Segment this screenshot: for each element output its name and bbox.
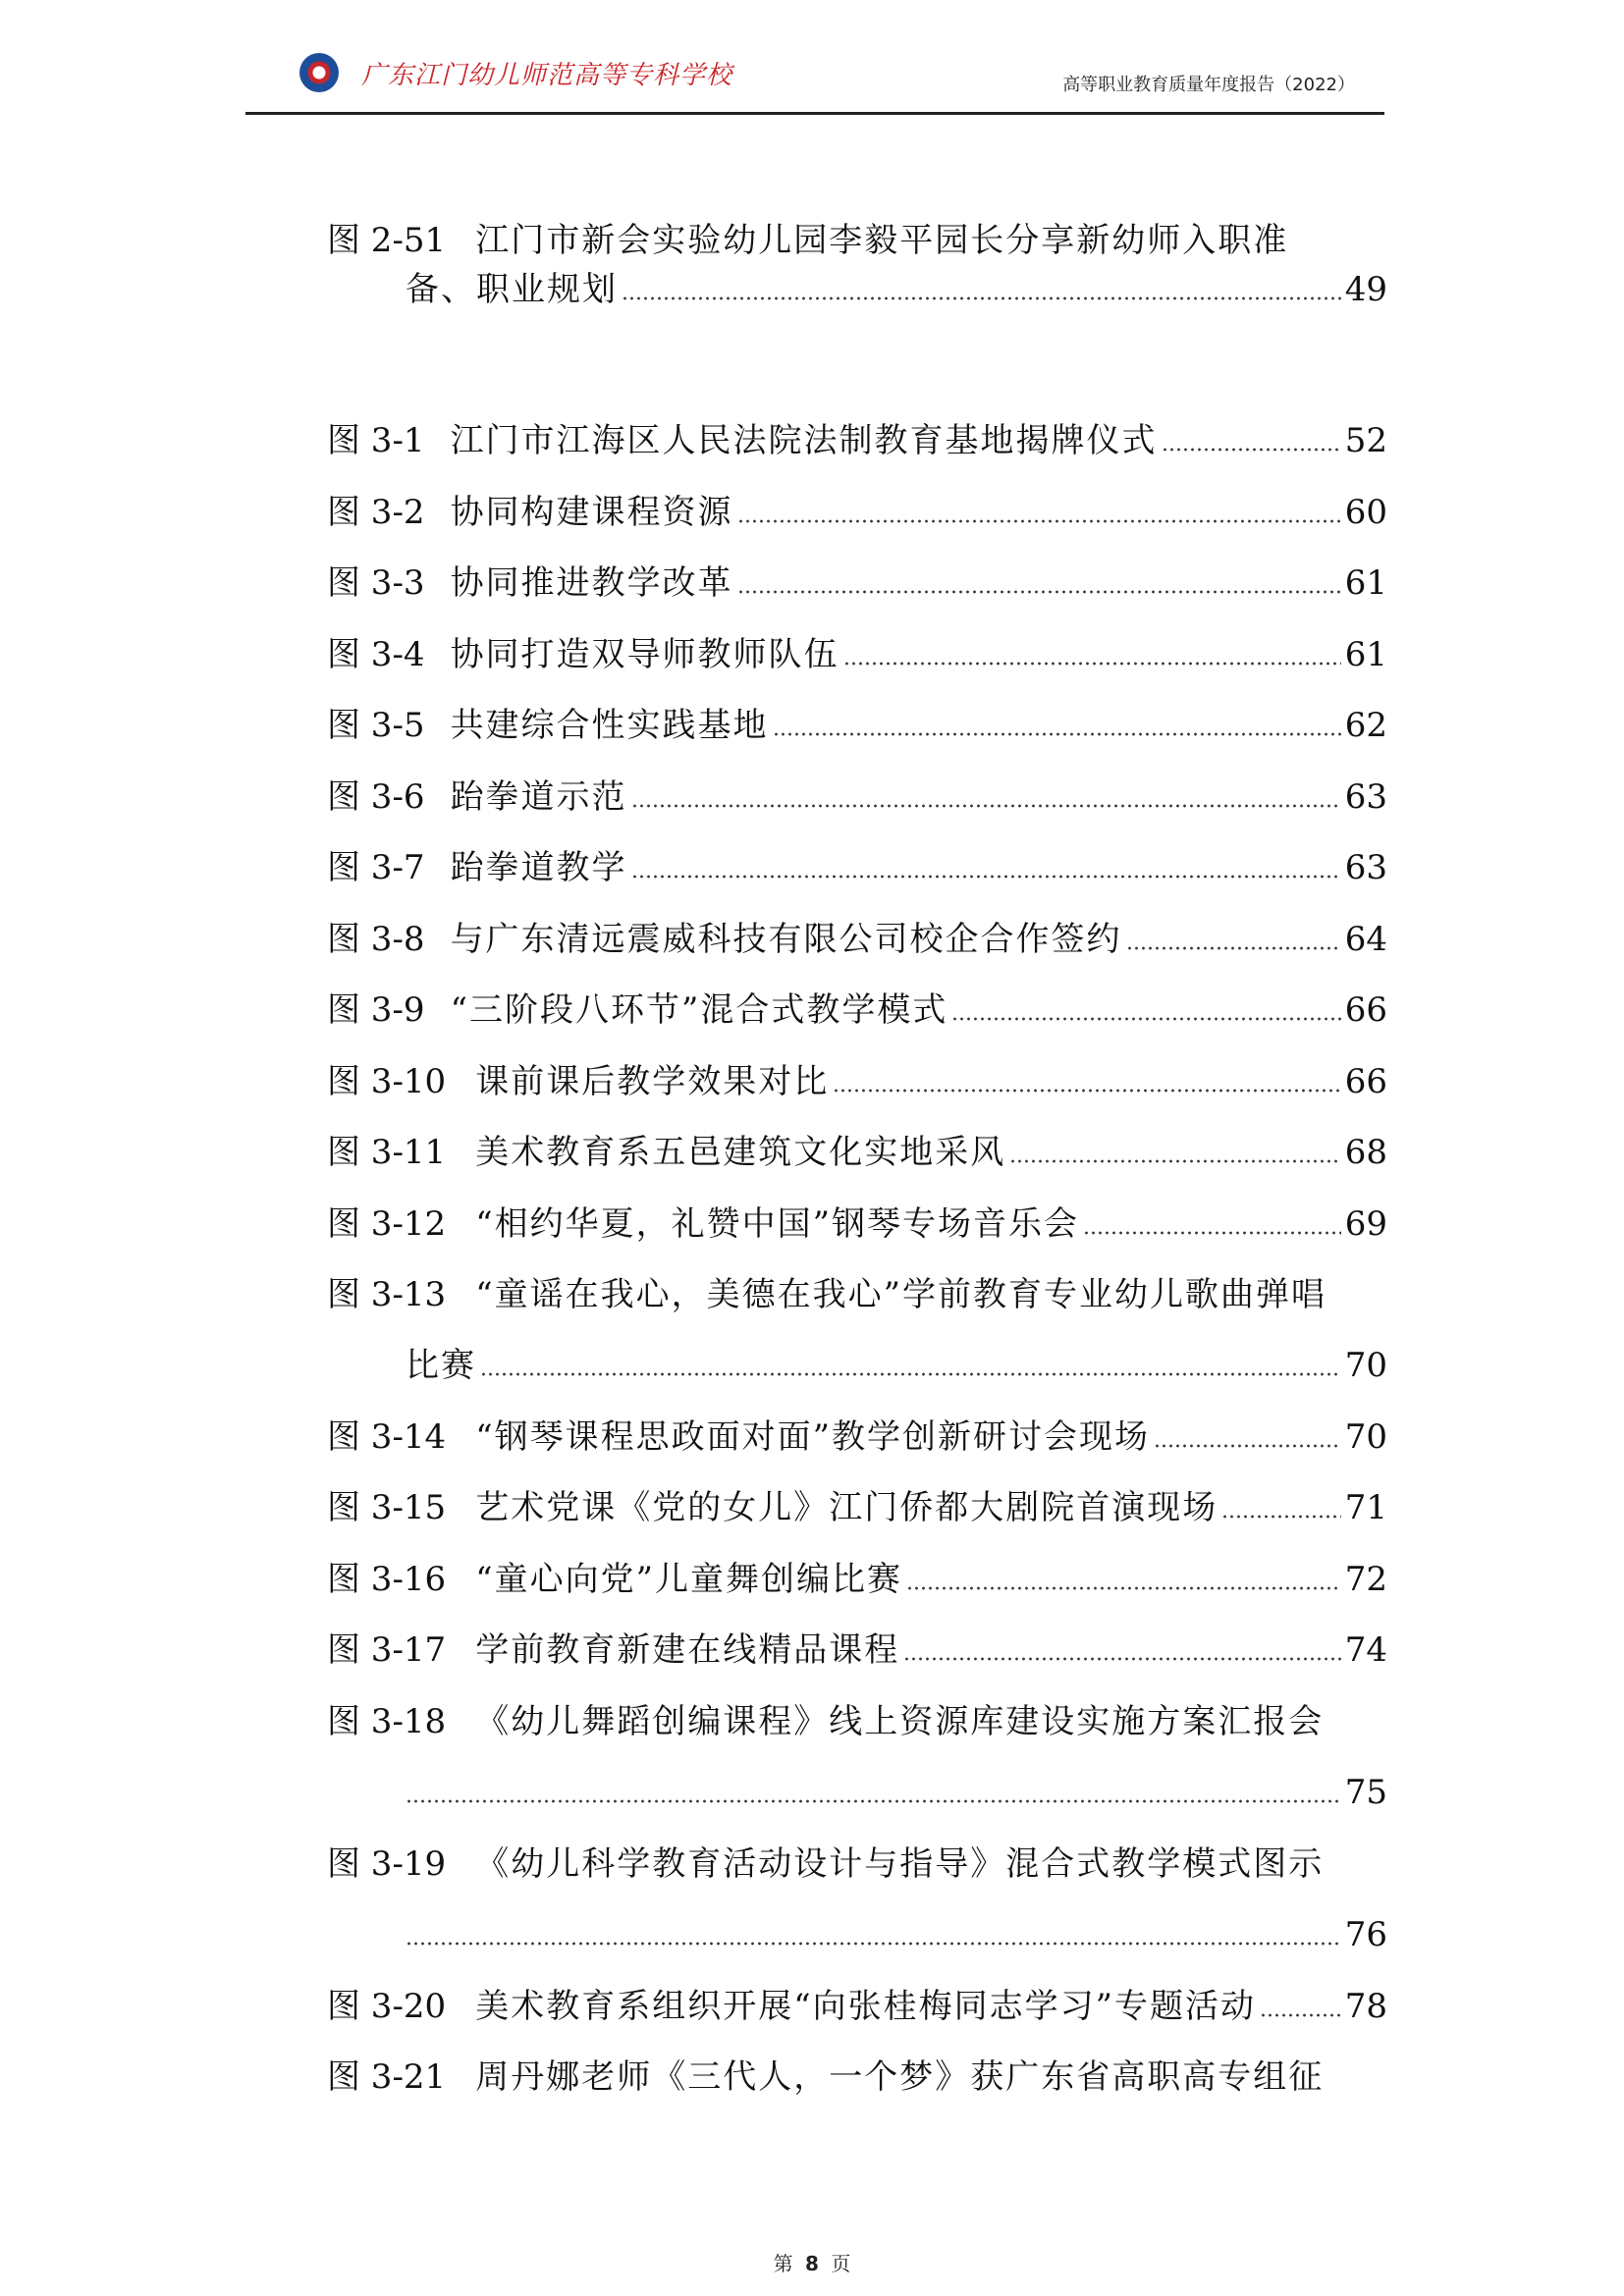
figure-number: 图 3-20: [327, 1987, 447, 2026]
toc-entry[interactable]: [327, 488, 1387, 537]
figure-number: 图 3-7: [327, 848, 425, 887]
toc-entry[interactable]: [327, 915, 1387, 964]
page-label-suffix: 页: [831, 2252, 851, 2275]
toc-entry[interactable]: [327, 416, 1387, 465]
figure-title: 学前教育新建在线精品课程: [475, 1630, 900, 1670]
page-footer: [0, 2248, 1624, 2276]
page-number: 49: [1344, 270, 1387, 309]
page-number: 66: [1344, 990, 1387, 1030]
toc-entry[interactable]: [327, 1483, 1387, 1532]
figure-number: 图 3-3: [327, 563, 425, 603]
figure-number: 图 3-12: [327, 1204, 447, 1244]
figure-title: 课前课后教学效果对比: [475, 1062, 830, 1101]
toc-entry[interactable]: [327, 1840, 1387, 1959]
page-number: 66: [1344, 1062, 1387, 1101]
page-number: 63: [1344, 777, 1387, 817]
figure-number: 图 3-14: [327, 1417, 447, 1457]
school-name: 广东江门幼儿师范高等专科学校: [361, 61, 733, 90]
figure-number: 图 3-17: [327, 1630, 447, 1670]
figure-title: “钢琴课程思政面对面”教学创新研讨会现场: [475, 1417, 1150, 1457]
leader-dots: [480, 1372, 1341, 1376]
leader-dots: [737, 590, 1341, 594]
toc-entry[interactable]: [327, 773, 1387, 822]
figure-number: 图 3-18: [327, 1702, 447, 1741]
leader-dots: [631, 804, 1341, 808]
figure-title: 协同打造双导师教师队伍: [450, 635, 839, 674]
page-number: 69: [1344, 1204, 1387, 1244]
page-number: 63: [1344, 848, 1387, 887]
toc-entry[interactable]: [327, 986, 1387, 1035]
toc-entry[interactable]: [327, 843, 1387, 892]
page-number: 52: [1344, 421, 1387, 460]
figure-number: 图 3-19: [327, 1844, 447, 1884]
leader-dots: [903, 1657, 1341, 1661]
leader-dots: [737, 519, 1341, 523]
leader-dots: [406, 1799, 1341, 1803]
figure-title: 美术教育系五邑建筑文化实地采风: [475, 1133, 1006, 1172]
toc-entry[interactable]: [327, 1200, 1387, 1249]
leader-dots: [1126, 946, 1341, 950]
figure-number: 图 3-16: [327, 1560, 447, 1599]
figure-number: 图 3-10: [327, 1062, 447, 1101]
figure-title: 周丹娜老师《三代人，一个梦》获广东省高职高专组征: [475, 2057, 1325, 2097]
figure-title: “相约华夏，礼赞中国”钢琴专场音乐会: [475, 1204, 1079, 1244]
toc-entry[interactable]: [327, 1555, 1387, 1604]
report-title: 高等职业教育质量年度报告（2022）: [1062, 75, 1355, 95]
figure-title: 协同推进教学改革: [450, 563, 733, 603]
figure-title: 《幼儿舞蹈创编课程》线上资源库建设实施方案汇报会: [475, 1702, 1325, 1741]
toc-entry[interactable]: [327, 1270, 1387, 1390]
figure-title: 协同构建课程资源: [450, 493, 733, 532]
figure-number: 图 3-6: [327, 777, 425, 817]
figure-number: 图 3-15: [327, 1488, 447, 1527]
leader-dots: [1221, 1515, 1341, 1519]
leader-dots: [906, 1586, 1341, 1590]
figure-title: 艺术党课《党的女儿》江门侨都大剧院首演现场: [475, 1488, 1218, 1527]
leader-dots: [631, 875, 1341, 879]
figure-number: 图 3-11: [327, 1133, 447, 1172]
figure-number: 图 3-13: [327, 1275, 447, 1314]
figure-title: 江门市新会实验幼儿园李毅平园长分享新幼师入职准: [475, 221, 1289, 260]
leader-dots: [1154, 1444, 1341, 1448]
leader-dots: [773, 732, 1341, 736]
leader-dots: [833, 1089, 1341, 1093]
page-number: 62: [1344, 706, 1387, 745]
figure-title-continued: 比赛: [406, 1346, 476, 1385]
leader-dots: [622, 296, 1341, 300]
figure-title: “童谣在我心，美德在我心”学前教育专业幼儿歌曲弹唱: [475, 1275, 1326, 1314]
toc-entry[interactable]: [327, 1128, 1387, 1177]
toc-entry[interactable]: [327, 1626, 1387, 1675]
toc-entry[interactable]: [327, 1697, 1387, 1817]
figure-title-continued: 备、职业规划: [406, 270, 618, 309]
figure-number: 图 3-21: [327, 2057, 447, 2097]
toc-entry[interactable]: [327, 701, 1387, 750]
figure-title: 江门市江海区人民法院法制教育基地揭牌仪式: [450, 421, 1158, 460]
figure-number: 图 3-1: [327, 421, 425, 460]
leader-dots: [843, 662, 1341, 666]
toc-entry[interactable]: [327, 216, 1387, 314]
toc-entry[interactable]: [327, 1413, 1387, 1462]
toc-entry[interactable]: [327, 1982, 1387, 2031]
leader-dots: [1009, 1159, 1341, 1163]
leader-dots: [406, 1942, 1341, 1946]
page-number: 72: [1344, 1560, 1387, 1599]
figure-number: 图 3-2: [327, 493, 425, 532]
page-label-prefix: 第: [773, 2252, 793, 2275]
page-number: 68: [1344, 1133, 1387, 1172]
page-number: 76: [1344, 1915, 1387, 1954]
page-number: 70: [1344, 1417, 1387, 1457]
figure-title: 与广东清远震威科技有限公司校企合作签约: [450, 920, 1122, 959]
figure-title: 《幼儿科学教育活动设计与指导》混合式教学模式图示: [475, 1844, 1325, 1884]
leader-dots: [1083, 1231, 1341, 1235]
toc-entry[interactable]: [327, 559, 1387, 608]
leader-dots: [1162, 448, 1341, 452]
toc-entry[interactable]: [327, 2053, 1387, 2102]
figure-title: “童心向党”儿童舞创编比赛: [475, 1560, 902, 1599]
page-number-footer: 8: [805, 2252, 819, 2275]
figure-number: 图 2-51: [327, 221, 447, 260]
figure-title: 跆拳道示范: [450, 777, 627, 817]
page-number: 75: [1344, 1773, 1387, 1812]
toc-entry[interactable]: [327, 630, 1387, 679]
figure-title: 跆拳道教学: [450, 848, 627, 887]
figure-number: 图 3-5: [327, 706, 425, 745]
page-number: 60: [1344, 493, 1387, 532]
figure-number: 图 3-9: [327, 990, 425, 1030]
figure-title: “三阶段八环节”混合式教学模式: [450, 990, 948, 1030]
page-number: 78: [1344, 1987, 1387, 2026]
page-number: 61: [1344, 635, 1387, 674]
page-number: 61: [1344, 563, 1387, 603]
page-number: 74: [1344, 1630, 1387, 1670]
page-header: [245, 49, 1384, 115]
figure-number: 图 3-8: [327, 920, 425, 959]
page-number: 71: [1344, 1488, 1387, 1527]
toc-entry[interactable]: [327, 1057, 1387, 1106]
figure-number: 图 3-4: [327, 635, 425, 674]
school-logo-icon: [299, 53, 339, 92]
figure-title: 美术教育系组织开展“向张桂梅同志学习”专题活动: [475, 1987, 1256, 2026]
leader-dots: [951, 1017, 1340, 1021]
page-number: 70: [1344, 1346, 1387, 1385]
leader-dots: [1260, 2013, 1341, 2017]
figure-title: 共建综合性实践基地: [450, 706, 769, 745]
page-number: 64: [1344, 920, 1387, 959]
